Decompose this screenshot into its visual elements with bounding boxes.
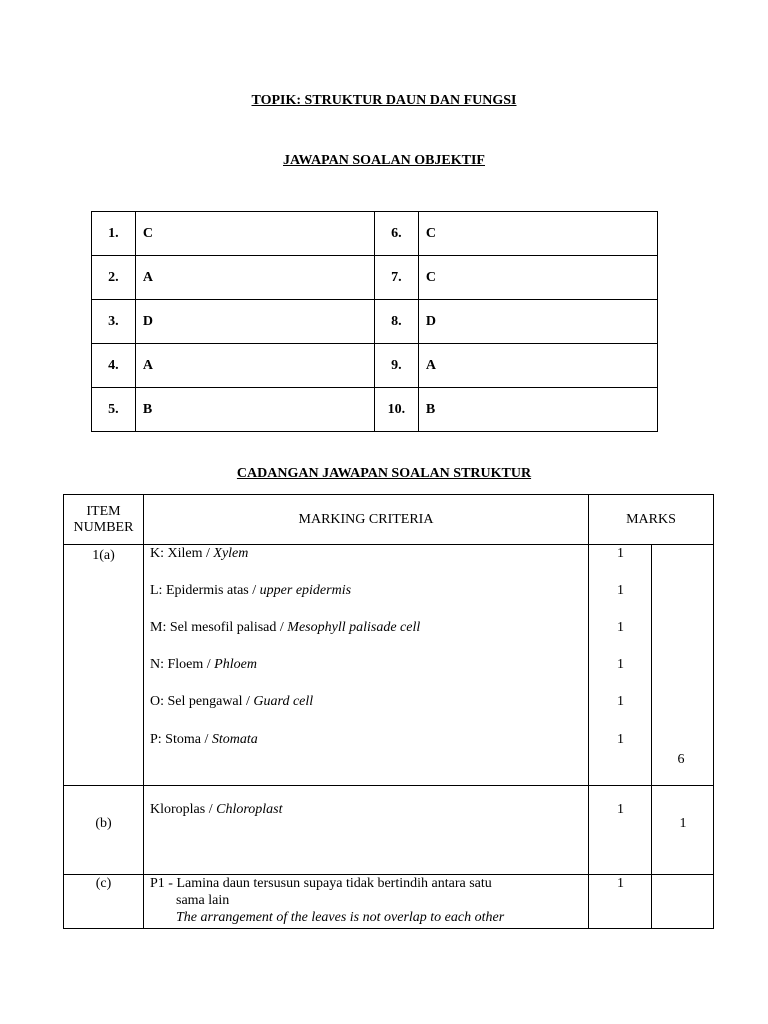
item-label: (b) [95,816,112,831]
answer: C [418,212,657,256]
criteria-1b [144,786,589,875]
marks-1b [589,786,652,875]
objective-heading: JAWAPAN SOALAN OBJEKTIF [283,153,485,168]
criteria-line: M: Sel mesofil palisad / Mesophyll palisade cell [150,620,421,635]
table-header-row [64,495,714,545]
criteria-1c [144,875,589,929]
question-number: 9. [374,344,418,388]
page-title: TOPIK: STRUKTUR DAUN DAN FUNGSI [251,93,517,108]
header-item-number [64,495,144,545]
criteria-en: Guard cell [253,694,314,709]
criteria-ms: L: Epidermis atas [150,583,249,598]
mark: 1 [617,583,624,598]
criteria-en: Mesophyll palisade cell [287,620,421,635]
criteria-ms: Kloroplas [150,802,206,817]
question-number: 7. [374,256,418,300]
mark: 1 [617,802,624,817]
mark: 1 [617,657,624,672]
mark: 1 [617,876,624,891]
table-row [92,388,658,432]
criteria-1a [144,545,589,786]
criteria-en: upper epidermis [259,583,352,598]
header-item-line1: ITEM [86,503,121,519]
question-number: 5. [92,388,136,432]
answer: A [135,256,374,300]
total-1b [651,786,714,875]
criteria-en: Stomata [211,732,258,747]
criteria-ms: O: Sel pengawal [150,694,243,709]
criteria-ms: N: Floem [150,657,204,672]
structured-heading: CADANGAN JAWAPAN SOALAN STRUKTUR [236,466,532,481]
mark: 1 [617,732,624,747]
criteria-line-1: P1 - Lamina daun tersusun supaya tidak bertindih antara satu [150,876,492,891]
question-number: 4. [92,344,136,388]
marks-1c [589,875,652,929]
objective-answer-table [91,211,658,432]
answer: D [418,300,657,344]
answer: C [135,212,374,256]
total-mark: 6 [677,752,685,767]
criteria-line-3: The arrangement of the leaves is not overlap to each other [176,910,505,925]
table-row [64,875,714,929]
answer: A [418,344,657,388]
criteria-line: P: Stoma / Stomata [150,732,258,747]
table-row [64,786,714,875]
question-number: 2. [92,256,136,300]
criteria-ms: P: Stoma [150,732,201,747]
question-number: 3. [92,300,136,344]
mark: 1 [617,546,624,561]
header-marks: MARKS [589,495,714,545]
item-1a: 1(a) [64,545,144,786]
criteria-line: N: Floem / Phloem [150,657,257,672]
table-row [92,212,658,256]
answer: D [135,300,374,344]
criteria-line: L: Epidermis atas / upper epidermis [150,583,352,598]
total-1c [651,875,714,929]
table-row [92,300,658,344]
answer: B [418,388,657,432]
answer: A [135,344,374,388]
question-number: 1. [92,212,136,256]
table-row [92,344,658,388]
criteria-ms: M: Sel mesofil palisad [150,620,277,635]
item-1c: (c) [64,875,144,929]
question-number: 8. [374,300,418,344]
question-number: 6. [374,212,418,256]
table-row [92,256,658,300]
answer: C [418,256,657,300]
criteria-en: Phloem [214,657,257,672]
criteria-ms: K: Xilem [150,546,203,561]
criteria-line: O: Sel pengawal / Guard cell [150,694,314,709]
mark: 1 [617,694,624,709]
structured-answer-table [63,494,714,929]
criteria-en: Chloroplast [216,802,283,817]
marks-1a [589,545,652,786]
criteria-line: K: Xilem / Xylem [150,546,249,561]
criteria-line: Kloroplas / Chloroplast [150,802,283,817]
criteria-en: Xylem [213,546,249,561]
header-marking-criteria: MARKING CRITERIA [144,495,589,545]
total-mark: 1 [679,816,687,831]
table-row [64,545,714,786]
mark: 1 [617,620,624,635]
header-item-line2: NUMBER [73,519,134,535]
total-1a [651,545,714,786]
answer: B [135,388,374,432]
criteria-line-2: sama lain [176,893,230,908]
question-number: 10. [374,388,418,432]
item-1b [64,786,144,875]
